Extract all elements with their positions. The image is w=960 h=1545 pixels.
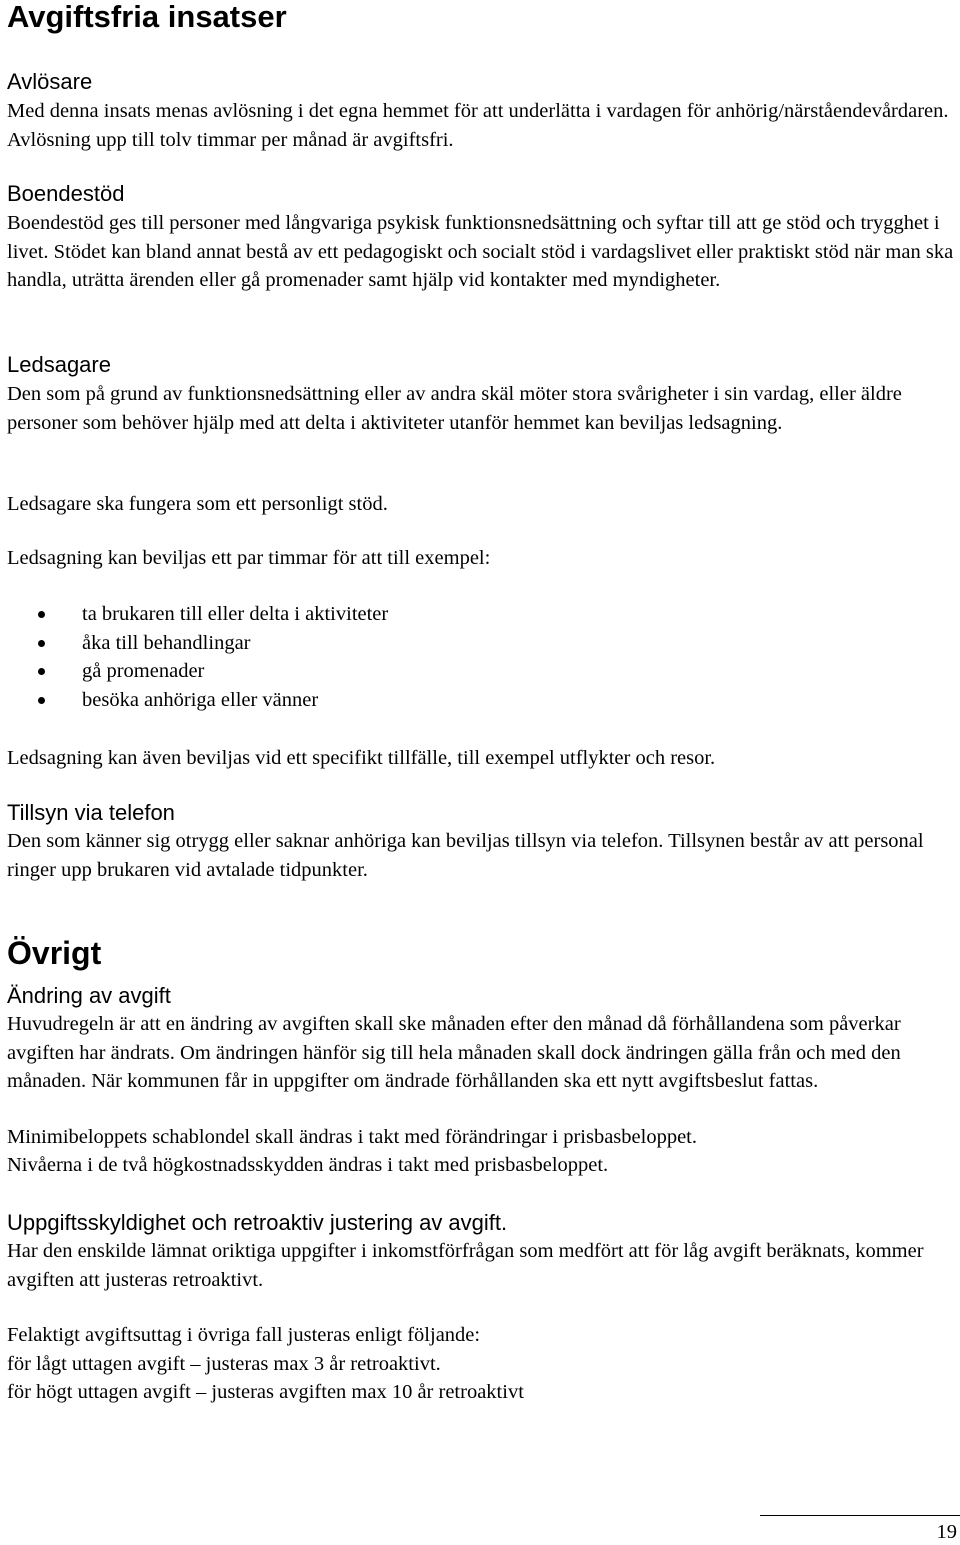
list-item: [0, 686, 960, 715]
page-number: 19: [936, 1521, 957, 1543]
bullet-icon: [38, 611, 45, 618]
paragraph-felaktigt: Felaktigt avgiftsuttag i övriga fall justeras enligt följande:: [7, 1324, 481, 1346]
paragraph-ledsagare-4: Ledsagning kan även beviljas vid ett specifikt tillfälle, till exempel utflykter och resor.: [7, 747, 716, 769]
bullet-icon: [38, 640, 45, 647]
list-item: [0, 600, 960, 629]
paragraph-ledsagare-3: Ledsagning kan beviljas ett par timmar för att till exempel:: [7, 547, 491, 569]
heading-avlosare: Avlösare: [7, 69, 93, 94]
heading-ledsagare: Ledsagare: [7, 352, 111, 377]
list-item: [0, 657, 960, 686]
paragraph-lagt-uttagen: för lågt uttagen avgift – justeras max 3 år retroaktivt.: [7, 1353, 441, 1375]
paragraph-ledsagare: Den som på grund av funktionsnedsättning eller av andra skäl möter stora svårigheter i sin vardag, eller äldre personer som behöver hjälp med att delta i aktiviteter utanför hemmet kan beviljas ledsagning.: [7, 383, 902, 434]
list-item-text: ta brukaren till eller delta i aktiviteter: [82, 603, 389, 625]
section-title-ovrigt: Övrigt: [7, 935, 102, 971]
paragraph-andring-2: Minimibeloppets schablondel skall ändras i takt med förändringar i prisbasbeloppet.: [7, 1126, 698, 1148]
paragraph-andring: Huvudregeln är att en ändring av avgiften skall ske månaden efter den månad då förhållandena som påverkar avgiften har ändrats. Om ändringen hänför sig till hela månaden skall dock ändringen gälla från och med den månaden. När kommunen får in uppgifter om ändrade förhållanden ska ett nytt avgiftsbeslut fattas.: [7, 1013, 901, 1092]
heading-tillsyn: Tillsyn via telefon: [7, 800, 175, 825]
paragraph-boendestod: Boendestöd ges till personer med långvariga psykisk funktionsnedsättning och syftar till att ge stöd och trygghet i livet. Stödet kan bland annat bestå av ett pedagogiskt och socialt stöd i vardagslivet eller praktiskt stöd när man ska handla, uträtta ärenden eller gå promenader samt hjälp vid kontakter med myndigheter.: [7, 212, 954, 291]
list-item-text: gå promenader: [82, 660, 205, 682]
paragraph-ledsagare-2: Ledsagare ska fungera som ett personligt stöd.: [7, 493, 388, 515]
bullet-icon: [38, 668, 45, 675]
paragraph-andring-3: Nivåerna i de två högkostnadsskydden ändras i takt med prisbasbeloppet.: [7, 1154, 609, 1176]
list-item-text: besöka anhöriga eller vänner: [82, 688, 319, 711]
paragraph-uppgiftsskyldighet: Har den enskilde lämnat oriktiga uppgifter i inkomstförfrågan som medfört att för låg avgift beräknats, kommer avgiften att justeras retroaktivt.: [7, 1240, 924, 1291]
footer-divider: [760, 1515, 960, 1516]
heading-andring: Ändring av avgift: [7, 983, 171, 1008]
heading-uppgiftsskyldighet: Uppgiftsskyldighet och retroaktiv justering av avgift.: [7, 1210, 508, 1235]
paragraph-avlosare: Med denna insats menas avlösning i det egna hemmet för att underlätta i vardagen för anhörig/närståendevårdaren. Avlösning upp till tolv timmar per månad är avgiftsfri.: [7, 100, 949, 151]
paragraph-tillsyn: Den som känner sig otrygg eller saknar anhöriga kan beviljas tillsyn via telefon. Tillsynen består av att personal ringer upp brukaren vid avtalade tidpunkter.: [7, 830, 924, 881]
list-item-text: åka till behandlingar: [82, 631, 251, 654]
paragraph-hogt-uttagen: för högt uttagen avgift – justeras avgiften max 10 år retroaktivt: [7, 1381, 524, 1403]
heading-boendestod: Boendestöd: [7, 181, 125, 206]
bullet-icon: [38, 697, 45, 704]
section-title-avgiftsfria: Avgiftsfria insatser: [7, 0, 287, 34]
bullet-list-ledsagning: [0, 600, 960, 714]
page-footer: [0, 1515, 960, 1545]
list-item: [0, 629, 960, 658]
